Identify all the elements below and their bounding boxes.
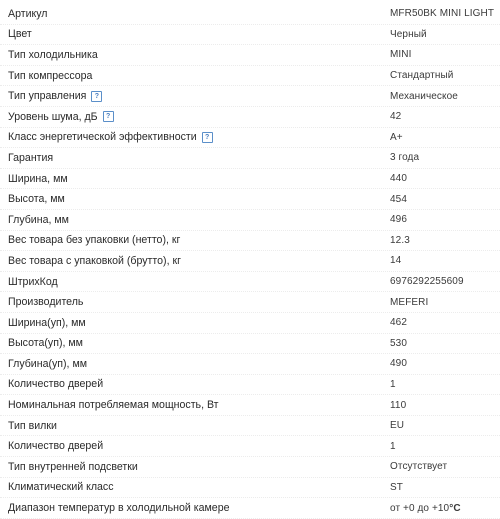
spec-value-text: MEFERI [390, 296, 429, 308]
spec-value-text: от +0 до +10 [390, 502, 450, 514]
spec-label-text: Производитель [8, 296, 84, 309]
spec-value-text: 14 [390, 255, 402, 267]
spec-row [0, 457, 500, 478]
spec-label-text: Вес товара с упаковкой (брутто), кг [8, 254, 181, 267]
spec-value-text: 6976292255609 [390, 276, 464, 288]
spec-value [390, 231, 410, 251]
spec-value-text: 530 [390, 337, 407, 349]
spec-label-text: Класс энергетической эффективности [8, 131, 197, 144]
spec-label-text: Ширина(уп), мм [8, 316, 86, 329]
spec-label-text: Ширина, мм [8, 172, 68, 185]
help-icon[interactable]: ? [202, 132, 213, 143]
spec-value [390, 25, 427, 45]
spec-value-text: Черный [390, 28, 427, 40]
spec-label [8, 107, 114, 127]
spec-value [390, 272, 464, 292]
spec-value [390, 251, 401, 271]
spec-row [0, 375, 500, 396]
spec-label [8, 272, 58, 292]
spec-label-text: Тип управления [8, 90, 87, 103]
spec-value [390, 436, 396, 456]
help-icon[interactable]: ? [103, 111, 114, 122]
spec-value [390, 498, 461, 518]
spec-row [0, 416, 500, 437]
spec-value-text: 42 [390, 111, 402, 123]
spec-value-text: 454 [390, 193, 407, 205]
spec-row [0, 107, 500, 128]
spec-label-text: Гарантия [8, 151, 54, 164]
spec-value-text: 462 [390, 317, 407, 329]
spec-label [8, 334, 83, 354]
spec-label [8, 251, 181, 271]
spec-label-text: Глубина, мм [8, 213, 69, 226]
spec-value-text: 1 [390, 440, 396, 452]
spec-value [390, 292, 428, 312]
spec-label [8, 395, 219, 415]
spec-value-text: Механическое [390, 90, 458, 102]
spec-row [0, 86, 500, 107]
spec-value-unit: °C [449, 502, 461, 514]
spec-label-text: Тип вилки [8, 419, 57, 432]
spec-value-text: 1 [390, 378, 396, 390]
spec-label [8, 86, 102, 106]
spec-value-text: 110 [390, 399, 407, 411]
spec-row [0, 66, 500, 87]
spec-label-text: Высота(уп), мм [8, 337, 83, 350]
spec-value-text: 440 [390, 173, 407, 185]
spec-row [0, 292, 500, 313]
spec-row [0, 436, 500, 457]
spec-value [390, 313, 407, 333]
spec-label-text: Климатический класс [8, 481, 114, 494]
help-icon[interactable]: ? [91, 91, 102, 102]
spec-row [0, 272, 500, 293]
spec-value [390, 66, 454, 86]
spec-label-text: Диапазон температур в холодильной камере [8, 502, 230, 515]
spec-row [0, 231, 500, 252]
spec-value-text: MINI [390, 49, 412, 61]
spec-value [390, 457, 447, 477]
spec-value-text: MFR50BK MINI LIGHT [390, 8, 495, 20]
spec-value-text: EU [390, 420, 405, 432]
spec-label [8, 375, 103, 395]
spec-row [0, 395, 500, 416]
spec-row [0, 498, 500, 519]
spec-label-text: Глубина(уп), мм [8, 357, 88, 370]
spec-value [390, 478, 403, 498]
spec-label [8, 169, 68, 189]
spec-value-text: 490 [390, 358, 407, 370]
spec-value-text: 496 [390, 214, 407, 226]
spec-label [8, 4, 48, 24]
spec-value [390, 128, 403, 148]
spec-value-text: 12.3 [390, 234, 410, 246]
spec-label [8, 416, 57, 436]
spec-row [0, 189, 500, 210]
spec-value [390, 354, 407, 374]
spec-row [0, 25, 500, 46]
spec-value [390, 148, 419, 168]
spec-label [8, 436, 103, 456]
spec-row [0, 4, 500, 25]
spec-label [8, 210, 69, 230]
spec-label [8, 231, 180, 251]
spec-value [390, 334, 407, 354]
spec-label-text: Номинальная потребляемая мощность, Вт [8, 399, 219, 412]
spec-label-text: Цвет [8, 28, 32, 41]
spec-value [390, 375, 396, 395]
spec-value [390, 169, 407, 189]
spec-row [0, 128, 500, 149]
spec-label [8, 25, 32, 45]
spec-label-text: Тип холодильника [8, 48, 98, 61]
spec-value-text: ST [390, 481, 403, 493]
spec-label-text: Уровень шума, дБ [8, 110, 98, 123]
spec-row [0, 169, 500, 190]
spec-value [390, 210, 407, 230]
spec-label [8, 45, 98, 65]
spec-row [0, 45, 500, 66]
spec-value [390, 107, 401, 127]
spec-value [390, 45, 412, 65]
spec-value-text: 3 года [390, 152, 420, 164]
spec-label [8, 189, 65, 209]
spec-row [0, 148, 500, 169]
spec-value-text: Стандартный [390, 70, 454, 82]
spec-label-text: ШтрихКод [8, 275, 58, 288]
spec-label-text: Артикул [8, 7, 48, 20]
spec-label [8, 148, 53, 168]
spec-value [390, 189, 407, 209]
spec-value-text: A+ [390, 131, 403, 143]
spec-label [8, 457, 138, 477]
spec-label-text: Количество дверей [8, 378, 104, 391]
spec-label-text: Количество дверей [8, 440, 104, 453]
spec-value [390, 416, 404, 436]
spec-label [8, 313, 86, 333]
spec-label [8, 128, 213, 148]
spec-value-text: Отсутствует [390, 461, 448, 473]
spec-row [0, 478, 500, 499]
spec-row [0, 354, 500, 375]
spec-label-text: Тип компрессора [8, 69, 93, 82]
spec-row [0, 210, 500, 231]
spec-value [390, 86, 458, 106]
spec-label [8, 66, 92, 86]
spec-label [8, 498, 229, 518]
spec-value [390, 395, 406, 415]
spec-row [0, 251, 500, 272]
spec-value [390, 4, 494, 24]
spec-row [0, 334, 500, 355]
spec-row [0, 313, 500, 334]
spec-label [8, 478, 114, 498]
spec-label [8, 292, 83, 312]
spec-label [8, 354, 87, 374]
spec-label-text: Тип внутренней подсветки [8, 460, 138, 473]
spec-label-text: Высота, мм [8, 193, 65, 206]
spec-label-text: Вес товара без упаковки (нетто), кг [8, 234, 181, 247]
